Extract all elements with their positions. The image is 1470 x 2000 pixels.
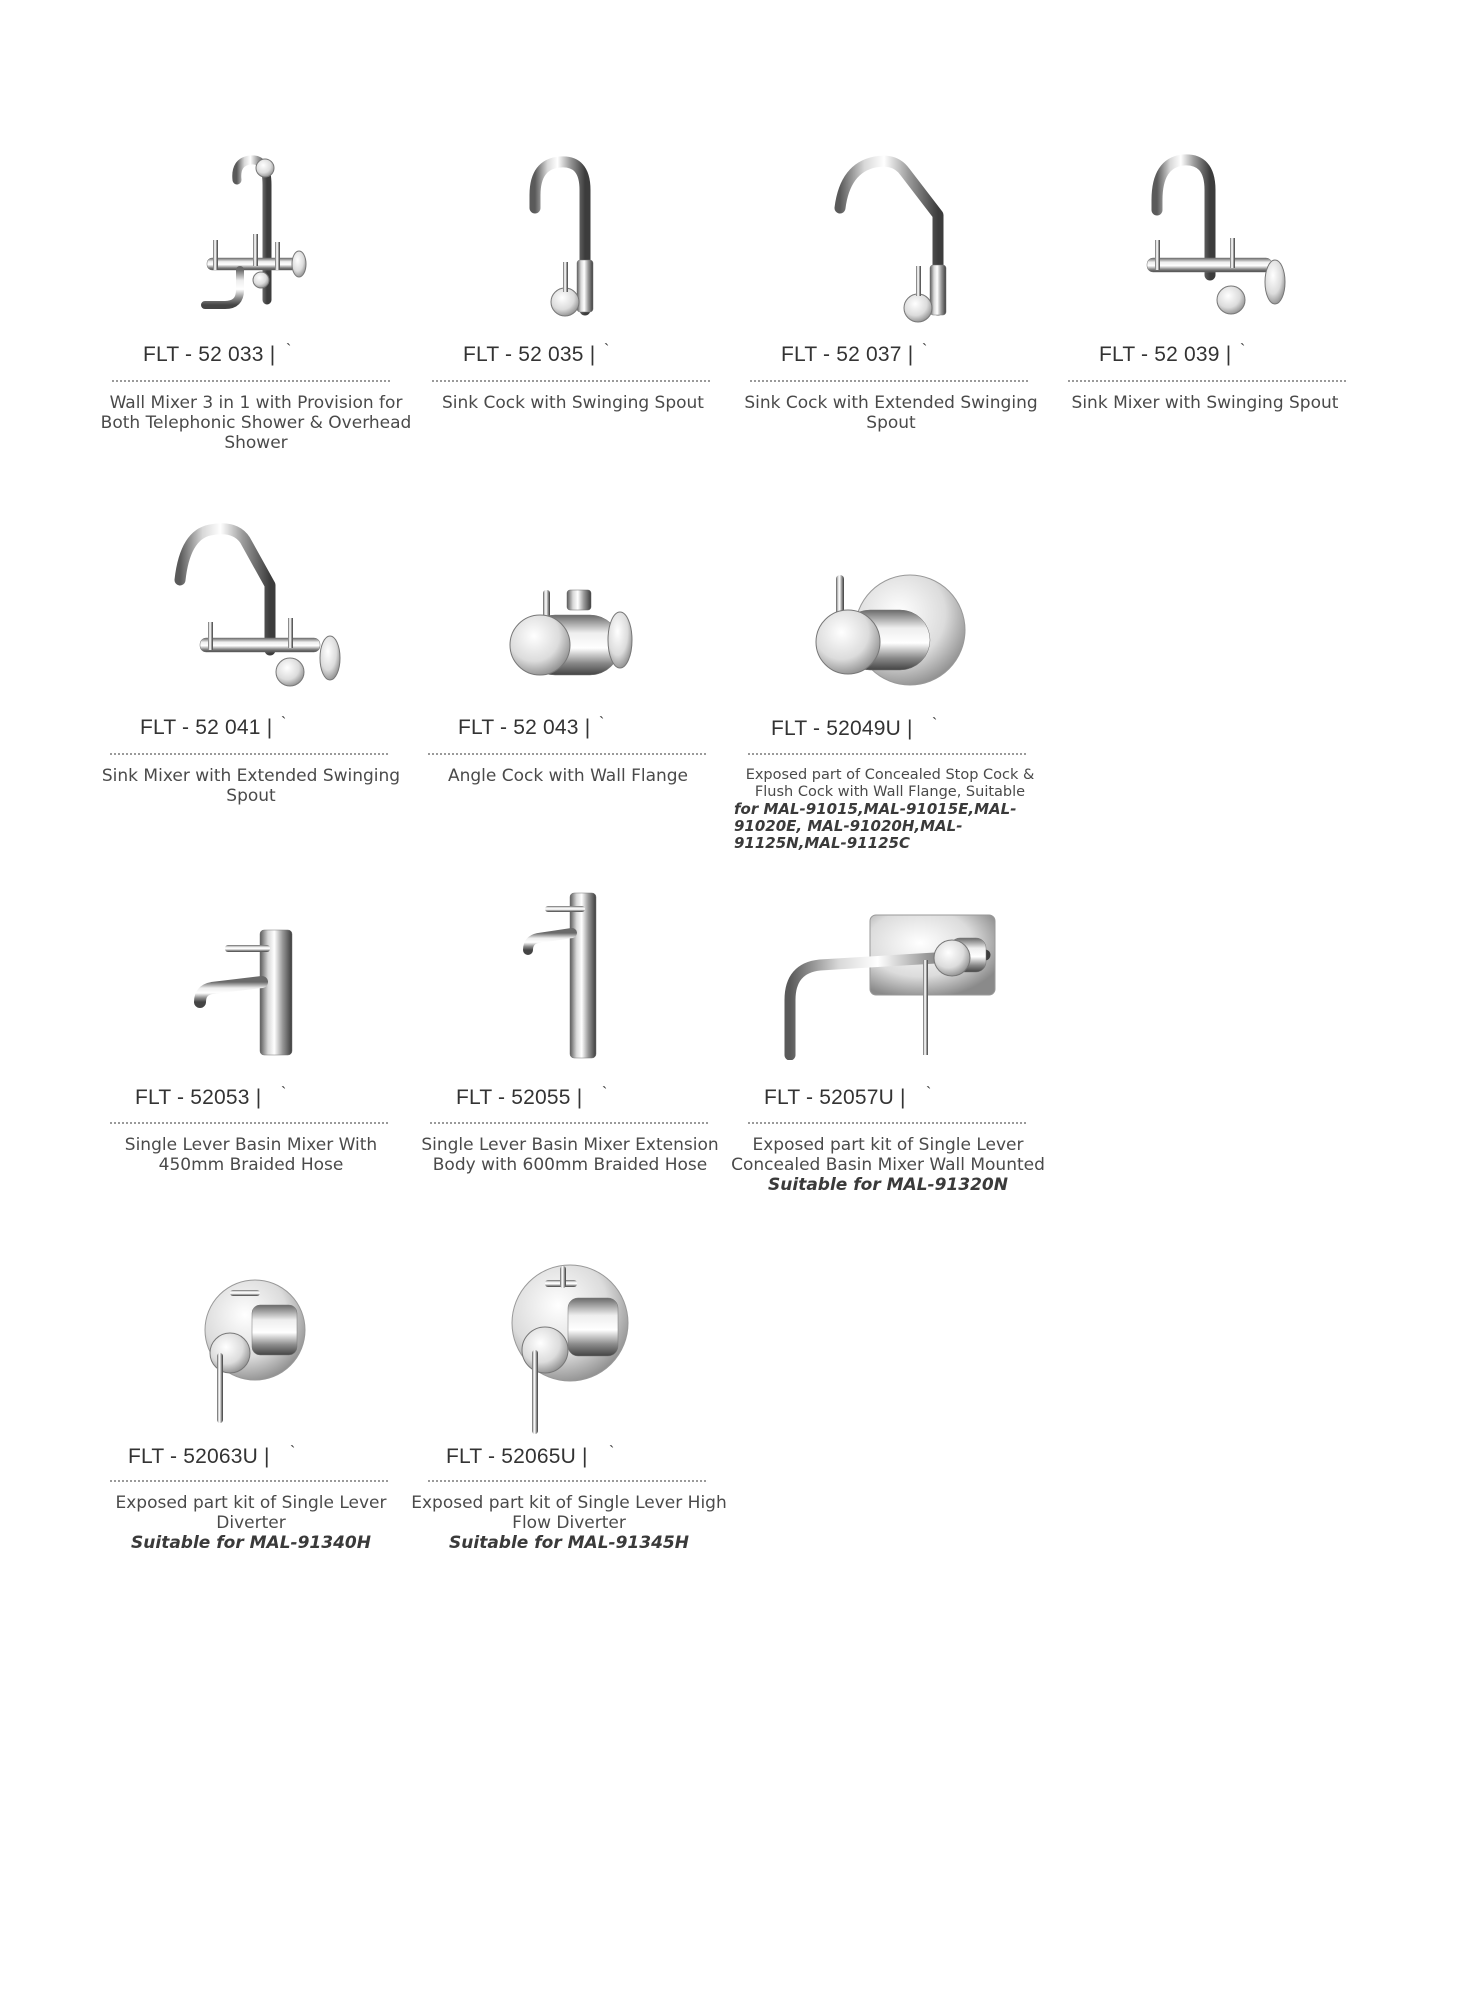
product-description: Single Lever Basin Mixer With 450mm Braided Hose <box>124 1135 378 1175</box>
sink-cock-extended-spout-image <box>820 150 970 325</box>
product-description: Sink Mixer with Extended Swinging Spout <box>101 766 401 806</box>
product-code: FLT - 52049U | <box>771 717 913 740</box>
product-description: Sink Mixer with Swinging Spout <box>1071 393 1339 413</box>
sink-mixer-extended-spout-image <box>150 520 350 695</box>
product-description: Wall Mixer 3 in 1 with Provision for Both Telephonic Shower & Overhead Shower <box>100 393 412 453</box>
compatibility-note: Suitable for MAL-91320N <box>768 1175 1008 1195</box>
sink-mixer-swinging-spout-image <box>1135 150 1295 325</box>
product-code: FLT - 52 037 | <box>781 343 914 366</box>
tick-mark: ` <box>286 342 292 359</box>
compatibility-note: Suitable for MAL-91345H <box>449 1533 689 1553</box>
product-code: FLT - 52 039 | <box>1099 343 1232 366</box>
tick-mark: ` <box>926 1085 932 1102</box>
product-code: FLT - 52057U | <box>764 1086 906 1109</box>
angle-cock-image <box>505 585 645 695</box>
high-flow-diverter-image <box>500 1258 640 1438</box>
product-description: Sink Cock with Extended Swinging Spout <box>744 393 1038 433</box>
divider <box>748 753 1026 755</box>
tick-mark: ` <box>602 1085 608 1102</box>
divider <box>110 1480 388 1482</box>
tick-mark: ` <box>922 342 928 359</box>
tick-mark: ` <box>281 715 287 732</box>
description-text: Exposed part of Concealed Stop Cock & Flush Cock with Wall Flange, Suitable <box>745 767 1035 800</box>
wall-mixer-3in1-image <box>195 150 315 325</box>
product-description <box>730 767 1050 852</box>
product-code: FLT - 52053 | <box>135 1086 262 1109</box>
product-code: FLT - 52 041 | <box>140 716 273 739</box>
divider <box>110 1122 388 1124</box>
tick-mark: ` <box>281 1085 287 1102</box>
product-code: FLT - 52 043 | <box>458 716 591 739</box>
product-description: Single Lever Basin Mixer Extension Body with 600mm Braided Hose <box>421 1135 719 1175</box>
product-code: FLT - 52063U | <box>128 1445 270 1468</box>
product-code: FLT - 52 033 | <box>143 343 276 366</box>
tick-mark: ` <box>599 715 605 732</box>
description-text: Exposed part kit of Single Lever High Flow Diverter <box>411 1493 727 1533</box>
divider <box>748 1122 1026 1124</box>
divider <box>112 380 390 382</box>
description-text: Exposed part kit of Single Lever Diverter <box>115 1493 387 1533</box>
divider <box>430 1122 708 1124</box>
diverter-image <box>190 1275 320 1425</box>
sink-cock-swinging-spout-image <box>515 150 625 325</box>
tick-mark: ` <box>1240 342 1246 359</box>
product-description <box>728 1135 1048 1195</box>
divider <box>428 1480 706 1482</box>
product-description: Sink Cock with Swinging Spout <box>442 393 704 413</box>
divider <box>432 380 710 382</box>
divider <box>428 753 706 755</box>
compatibility-note: for MAL-91015,MAL-91015E,MAL-91020E, MAL-91020H,MAL-91125N,MAL-91125C <box>734 800 1017 852</box>
basin-mixer-extension-image <box>520 888 610 1063</box>
product-code: FLT - 52 035 | <box>463 343 596 366</box>
product-code: FLT - 52055 | <box>456 1086 583 1109</box>
basin-mixer-image <box>190 920 310 1060</box>
product-description: Angle Cock with Wall Flange <box>447 766 689 786</box>
tick-mark: ` <box>609 1444 615 1461</box>
divider <box>1068 380 1346 382</box>
product-description <box>91 1493 411 1553</box>
concealed-stop-cock-image <box>810 570 970 705</box>
divider <box>750 380 1028 382</box>
wall-mounted-basin-mixer-image <box>770 910 1000 1060</box>
tick-mark: ` <box>290 1444 296 1461</box>
tick-mark: ` <box>604 342 610 359</box>
product-description <box>409 1493 729 1553</box>
description-text: Exposed part kit of Single Lever Concealed Basin Mixer Wall Mounted <box>731 1135 1045 1175</box>
compatibility-note: Suitable for MAL-91340H <box>131 1533 371 1553</box>
product-code: FLT - 52065U | <box>446 1445 588 1468</box>
tick-mark: ` <box>932 716 938 733</box>
divider <box>110 753 388 755</box>
